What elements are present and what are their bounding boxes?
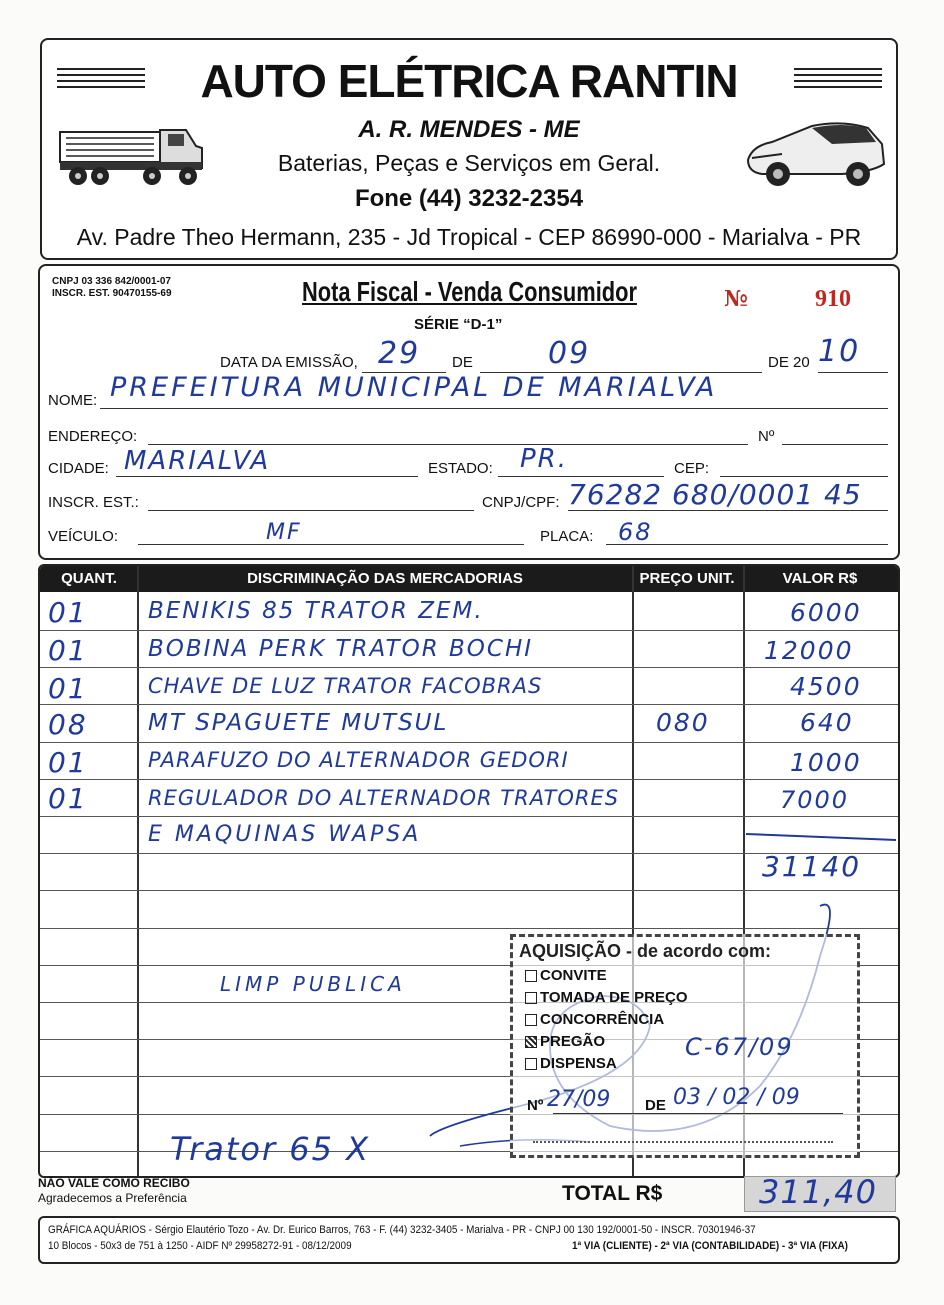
row-qty: 08 bbox=[48, 708, 88, 741]
header-valor: VALOR R$ bbox=[782, 570, 858, 587]
row-value: 1000 bbox=[790, 748, 862, 777]
row-desc: E MAQUINAS WAPSA bbox=[148, 822, 422, 847]
placa-label: PLACA: bbox=[540, 528, 594, 545]
row-desc: CHAVE DE LUZ TRATOR FACOBRAS bbox=[148, 674, 543, 698]
stamp-date-value: 03 / 02 / 09 bbox=[673, 1085, 800, 1110]
stamp-pregao-hand: C-67/09 bbox=[685, 1033, 794, 1061]
date-label: DATA DA EMISSÃO, bbox=[220, 354, 358, 371]
checkbox-icon bbox=[525, 1014, 537, 1026]
inscr-label: INSCR. EST. 90470155-69 bbox=[52, 288, 172, 299]
endereco-no-label: Nº bbox=[758, 428, 775, 445]
header-box bbox=[40, 38, 898, 260]
row-desc: MT SPAGUETE MUTSUL bbox=[148, 710, 449, 736]
row-qty: 01 bbox=[48, 634, 88, 667]
serie-label: SÉRIE “D-1” bbox=[414, 316, 503, 333]
printer-box bbox=[38, 1216, 900, 1264]
table-rule bbox=[40, 742, 898, 743]
address: Av. Padre Theo Hermann, 235 - Jd Tropical - CEP 86990-000 - Marialva - PR bbox=[76, 224, 862, 250]
header-quant: QUANT. bbox=[61, 570, 117, 587]
stamp-title: AQUISIÇÃO - de acordo com: bbox=[519, 941, 772, 961]
owner-name: A. R. MENDES - ME bbox=[358, 116, 580, 143]
sum-underline bbox=[740, 828, 898, 848]
stamp-date-line bbox=[553, 1113, 843, 1114]
printer-line-2a: 10 Blocos - 50x3 de 751 à 1250 - AIDF Nº 29958272-91 - 08/12/2009 bbox=[48, 1240, 352, 1252]
year-line[interactable] bbox=[818, 372, 888, 373]
stamp-option-tomada: TOMADA DE PREÇO bbox=[525, 989, 688, 1011]
nome-line[interactable] bbox=[100, 408, 888, 409]
veiculo-line[interactable] bbox=[138, 544, 524, 545]
header-discriminacao: DISCRIMINAÇÃO DAS MERCADORIAS bbox=[247, 570, 523, 587]
checked-checkbox-icon bbox=[525, 1036, 537, 1048]
car-icon bbox=[742, 114, 888, 190]
note-trator: Trator 65 X bbox=[170, 1130, 371, 1168]
stamp-option-convite: CONVITE bbox=[525, 967, 688, 989]
tagline: Baterias, Peças e Serviços em Geral. bbox=[277, 150, 661, 176]
row-value: 7000 bbox=[780, 786, 850, 814]
row-value: 6000 bbox=[790, 598, 862, 627]
cnpjcpf-value: 76282 680/0001 45 bbox=[568, 478, 862, 511]
items-table bbox=[38, 564, 900, 1178]
cidade-label: CIDADE: bbox=[48, 460, 109, 477]
row-desc: BENIKIS 85 TRATOR ZEM. bbox=[148, 598, 484, 624]
cidade-value: MARIALVA bbox=[124, 446, 271, 476]
invoice-number: 910 bbox=[815, 286, 851, 312]
row-unit: 080 bbox=[656, 708, 710, 737]
table-rule bbox=[40, 704, 898, 705]
row-desc: BOBINA PERK TRATOR BOCHI bbox=[148, 636, 534, 662]
row-desc: REGULADOR DO ALTERNADOR TRATORES bbox=[148, 786, 620, 810]
checkbox-icon bbox=[525, 992, 537, 1004]
cep-line[interactable] bbox=[720, 476, 888, 477]
de-label-1: DE bbox=[452, 354, 473, 371]
total-box[interactable] bbox=[744, 1173, 896, 1212]
year-value: 10 bbox=[818, 334, 861, 369]
row-qty: 01 bbox=[48, 782, 88, 815]
number-symbol: № bbox=[724, 286, 748, 312]
veiculo-label: VEÍCULO: bbox=[48, 528, 119, 545]
checkbox-icon bbox=[525, 970, 537, 982]
phone: Fone (44) 3232-2354 bbox=[354, 185, 584, 212]
stamp-options bbox=[525, 967, 688, 1077]
endereco-label: ENDEREÇO: bbox=[48, 428, 138, 445]
row-value: 640 bbox=[800, 708, 854, 737]
total-label: TOTAL R$ bbox=[562, 1182, 663, 1205]
endereco-line[interactable] bbox=[148, 444, 748, 445]
month-value: 09 bbox=[548, 336, 591, 371]
estado-label: ESTADO: bbox=[428, 460, 493, 477]
nome-value: PREFEITURA MUNICIPAL DE MARIALVA bbox=[110, 372, 718, 403]
row-value: 31140 bbox=[762, 850, 862, 883]
col-divider-1 bbox=[137, 566, 139, 1176]
row-desc: PARAFUZO DO ALTERNADOR GEDORI bbox=[148, 748, 569, 772]
table-rule bbox=[40, 816, 898, 817]
table-rule bbox=[40, 890, 898, 891]
customer-form-box bbox=[38, 264, 900, 560]
total-value: 311,40 bbox=[759, 1173, 877, 1211]
table-rule bbox=[40, 630, 898, 631]
estado-line[interactable] bbox=[498, 476, 664, 477]
de-label-2: DE 20 bbox=[768, 354, 810, 371]
row-qty: 01 bbox=[48, 672, 88, 705]
truck-icon bbox=[56, 120, 206, 192]
checkbox-icon bbox=[525, 1058, 537, 1070]
inscr-est-label: INSCR. EST.: bbox=[48, 494, 139, 511]
stamp-option-dispensa: DISPENSA bbox=[525, 1055, 688, 1077]
stamp-de-label: DE bbox=[645, 1097, 666, 1114]
row-qty: 01 bbox=[48, 596, 88, 629]
note-limp-publica: LIMP PUBLICA bbox=[220, 972, 406, 996]
cnpj-label: CNPJ 03 336 842/0001-07 bbox=[52, 276, 171, 287]
printer-line-1: GRÁFICA AQUÁRIOS - Sérgio Elautério Tozo - Av. Dr. Eurico Barros, 763 - F. (44) 3232-3405 - Marialva - PR - CNPJ 00 130 192/0001-50 - INSCR. 70301946-37 bbox=[48, 1224, 756, 1236]
day-value: 29 bbox=[378, 336, 421, 371]
stamp-signature-line bbox=[533, 1141, 833, 1143]
stamp-option-pregao: PREGÃO bbox=[525, 1033, 688, 1055]
cidade-line[interactable] bbox=[116, 476, 418, 477]
veiculo-value: MF bbox=[266, 520, 302, 545]
table-rule bbox=[40, 779, 898, 780]
stamp-no-value: 27/09 bbox=[547, 1087, 611, 1112]
company-name: AUTO ELÉTRICA RANTIN bbox=[200, 55, 738, 107]
stamp-option-concorrencia: CONCORRÊNCIA bbox=[525, 1011, 688, 1033]
nao-vale-recibo: NÃO VALE COMO RECIBO bbox=[38, 1176, 190, 1190]
row-value: 4500 bbox=[790, 672, 862, 701]
row-value: 12000 bbox=[764, 636, 854, 665]
nome-label: NOME: bbox=[48, 392, 98, 409]
cep-label: CEP: bbox=[674, 460, 710, 477]
doc-title: Nota Fiscal - Venda Consumidor bbox=[302, 276, 637, 307]
agradecemos: Agradecemos a Preferência bbox=[38, 1191, 187, 1205]
placa-value: 68 bbox=[618, 518, 653, 546]
row-qty: 01 bbox=[48, 746, 88, 779]
printer-line-2b: 1ª VIA (CLIENTE) - 2ª VIA (CONTABILIDADE) - 3ª VIA (FIXA) bbox=[572, 1240, 848, 1252]
table-rule bbox=[40, 667, 898, 668]
cnpjcpf-label: CNPJ/CPF: bbox=[482, 494, 560, 511]
endereco-no-line[interactable] bbox=[782, 444, 888, 445]
inscr-est-line[interactable] bbox=[148, 510, 474, 511]
estado-value: PR. bbox=[520, 444, 569, 474]
header-preco-unit: PREÇO UNIT. bbox=[639, 570, 735, 587]
acquisition-stamp bbox=[510, 934, 860, 1158]
stamp-no-label: Nº bbox=[527, 1097, 544, 1114]
